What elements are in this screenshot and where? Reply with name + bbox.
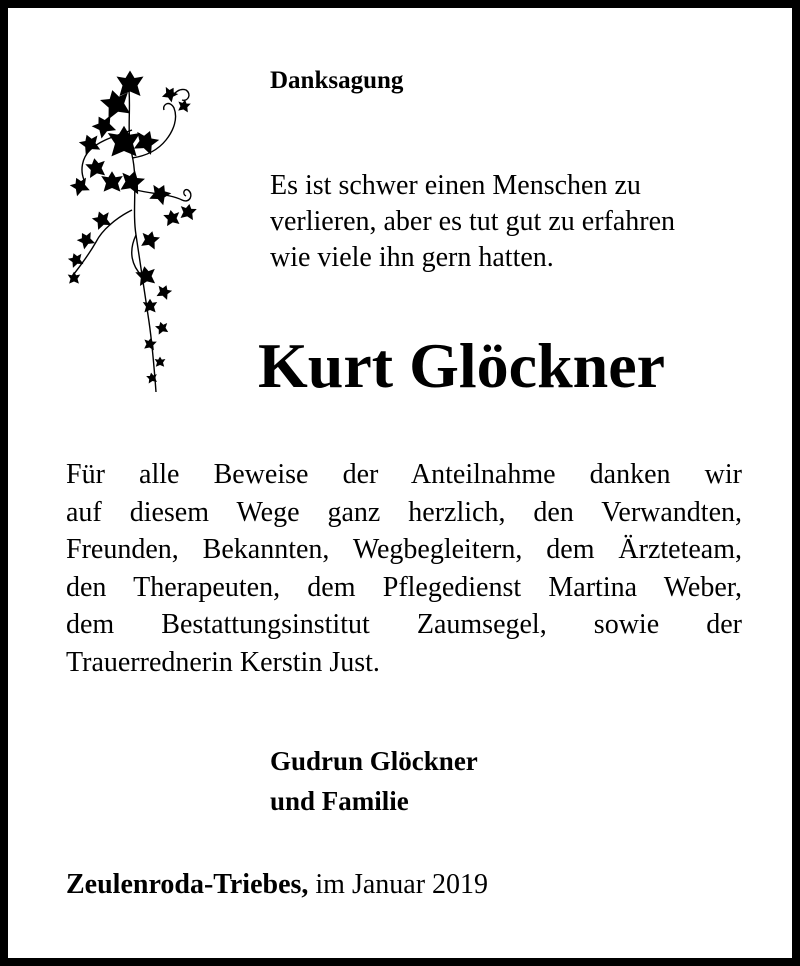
heading-danksagung: Danksagung	[270, 67, 404, 94]
paragraph-line: auf diesem Wege ganz herzlich, den Verwandten,	[66, 496, 742, 528]
paragraph-line: den Therapeuten, dem Pflegedienst Martina Weber,	[66, 571, 742, 603]
place-date-line	[66, 868, 488, 902]
paragraph-line: Für alle Beweise der Anteilnahme danken wir	[66, 459, 742, 490]
paragraph-line: Trauerrednerin Kerstin Just.	[66, 646, 380, 678]
quote-line: Es ist schwer einen Menschen zu	[270, 170, 641, 201]
paragraph-line: dem Bestattungsinstitut Zaumsegel, sowie der	[66, 609, 742, 640]
signature-line: und Familie	[270, 786, 409, 816]
quote-line: wie viele ihn gern hatten.	[270, 242, 554, 273]
place: Zeulenroda-Triebes,	[66, 869, 309, 900]
quote-line: verlieren, aber es tut gut zu erfahren	[270, 206, 676, 237]
thanks-paragraph	[66, 456, 742, 681]
deceased-name: Kurt Glöckner	[258, 330, 666, 401]
date: im Januar 2019	[308, 869, 489, 900]
ivy-vine-icon	[66, 70, 206, 400]
paragraph-line: Freunden, Bekannten, Wegbegleitern, dem Ärzteteam,	[66, 534, 742, 565]
signature	[270, 741, 478, 821]
signature-line: Gudrun Glöckner	[270, 746, 478, 776]
quote	[270, 168, 750, 276]
